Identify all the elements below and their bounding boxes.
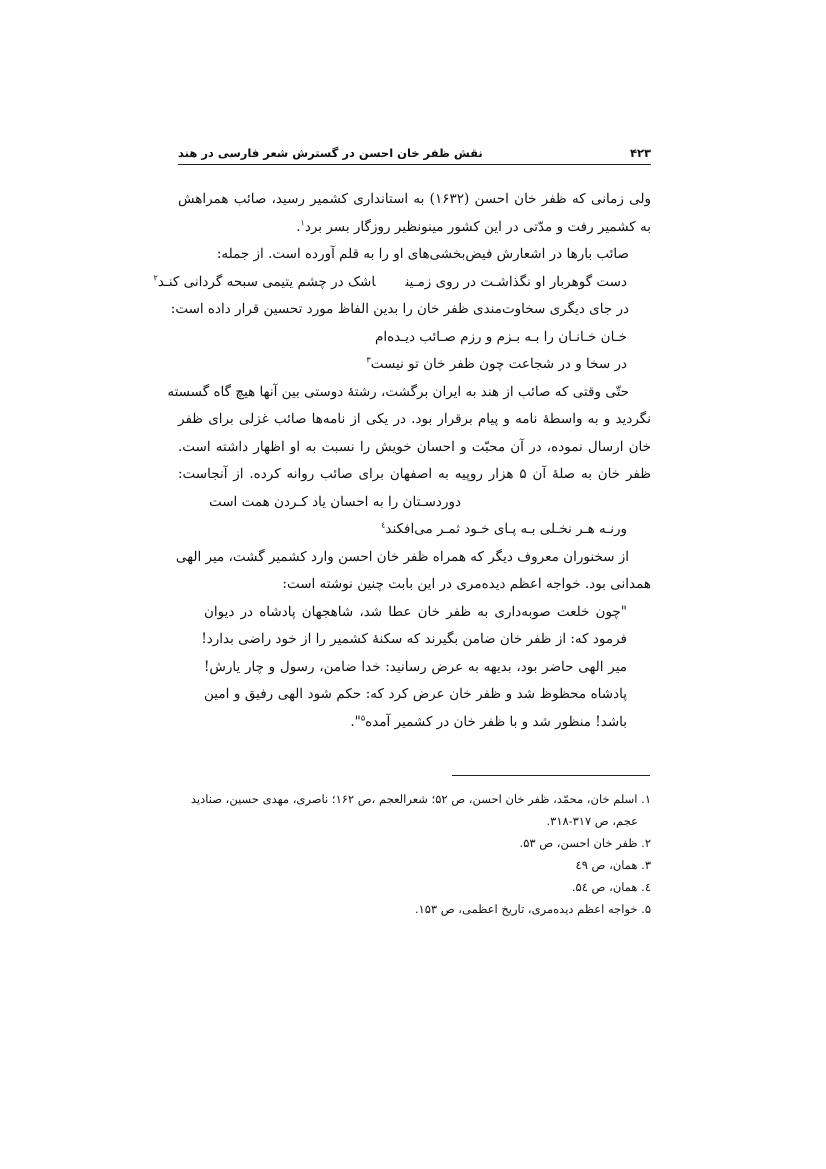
body-text (153, 186, 651, 736)
footnote-item: ٤. همان، ص ۵٤. (571, 880, 651, 894)
footnote-item-continued: عجم، ص ۳۱۷-۳۱۸. (546, 814, 638, 828)
paragraph-line: در جای دیگری سخاوت‌مندی ظفر خان را بدین الفاظ مورد تحسین قرار داده است: (170, 301, 629, 317)
footnote-ref: ٤ (381, 520, 386, 530)
footnote-separator (452, 775, 650, 776)
quote-line: باشد! منظور شد و با ظفر خان در کشمیر آمده$^۵$". (350, 713, 627, 730)
quote-line: پادشاه محظوظ شد و ظفر خان عرض کرد که: حکم شود الهی رفیق و امین (204, 686, 627, 702)
paragraph-line: حتّی وقتی که صائب از هند به ایران برگشت، رشتهٔ دوستی بین آنها هیچ گاه گسسته (167, 383, 629, 400)
running-title: نقش ظفر خان احسن در گسترش شعر فارسی در هند (178, 146, 483, 160)
paragraph-line: خان ارسال نموده، در آن محبّت و احسان خویش را نسبت به او اظهار داشته است. (178, 438, 651, 455)
footnote-ref: ۵ (360, 713, 366, 722)
verse-line: دوردسـتان را به احسان یاد کـردن همت است (208, 493, 461, 510)
footnote-ref: ۲ (153, 273, 158, 282)
running-header (178, 142, 651, 165)
quote-line: فرمود که: از ظفر خان ضامن بگیرند که سکنهٔ کشمیر را از خود راضی بدارد! (201, 631, 627, 647)
paragraph-line: به کشمیر رفت و مدّتی در این کشور مینونظیر روزگار بسر برد$^۱$. (296, 218, 651, 235)
footnote-ref: ۱ (300, 218, 305, 227)
verse-line: خـان خـانـان را بـه بـزم و رزم صـائب دیـده‌ام (374, 328, 627, 345)
verse-hemistich-2: اشک در چشم یتیمی سبحه گردانی کنـد$^۲$ (153, 273, 376, 290)
paragraph-line: همدانی بود. خواجه اعظم دیده‌مری در این بابت چنین نوشته است: (282, 576, 651, 592)
footnote-item: ۵. خواجه اعظم دیده‌مری، تاریخ اعظمی، ص ۱۵۳. (414, 902, 651, 916)
verse-hemistich-1: دست گوهربار او نگذاشـت در روی زمـین (405, 273, 627, 290)
paragraph-line: از سخنوران معروف دیگر که همراه ظفر خان احسن وارد کشمیر گشت، میر الهی (175, 548, 629, 565)
paragraph-line: ولی زمانی که ظفر خان احسن (۱۶۳۲) به استانداری کشمیر رسید، صائب همراهش (178, 191, 651, 207)
page-number: ۴۲۳ (629, 146, 651, 160)
verse-line: در سخا و در شجاعت چون ظفر خان تو نیست$^۳$ (366, 355, 627, 372)
footnote-ref: ۳ (366, 355, 371, 365)
verse-line: ورنـه هـر نخـلی بـه پـای خـود ثمـر می‌افکند$^٤$ (381, 520, 627, 537)
footnote-item: ۳. همان، ص ٤۹ (575, 858, 651, 872)
footnotes (178, 788, 651, 920)
footnote-item: ۱. اسلم خان، محمّد، ظفر خان احسن، ص ۵۲؛ شعرالعجم ،ص ۱۶۲؛ ناصری، مهدی حسین، صنادید (190, 792, 651, 806)
quote-line: "چون خلعت صوبه‌داری به ظفر خان عطا شد، شاهجهان پادشاه در دیوان (204, 603, 627, 620)
paragraph-line: نگردید و به واسطهٔ نامه و پیام برقرار بود. در یکی از نامه‌ها صائب غزلی برای ظفر (178, 411, 651, 427)
quote-line: میر الهی حاضر بود، بدیهه به عرض رسانید: خدا ضامن، رسول و چار یارش! (204, 658, 627, 675)
verse-line (153, 269, 651, 297)
paragraph-line: صائب بارها در اشعارش فیض‌بخشی‌های او را به قلم آورده است. از جمله: (216, 246, 629, 262)
paragraph-line: ظفر خان به صلهٔ آن ۵ هزار روپیه به اصفهان برای صائب روانه کرده. از آنجاست: (178, 466, 651, 482)
footnote-item: ۲. ظفر خان احسن، ص ۵۳. (519, 836, 651, 850)
